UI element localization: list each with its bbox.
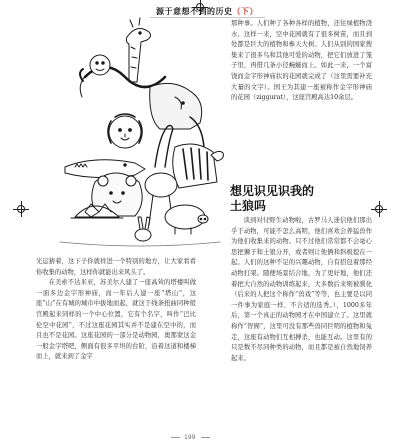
left-column-text: [36, 257, 196, 363]
page-number-rule-left: [171, 437, 180, 438]
paragraph: 光运猜着，这下子你就样进一个特别的地方，让大家看看你收集的动物，这样你就能出来风头了。: [36, 258, 196, 276]
zebra-figure: [173, 144, 224, 188]
page-number-rule-right: [201, 437, 210, 438]
paragraph: 那种事。人们种了各种各样的植物，还往绿植物浇水，这样一来，空中花园就有了很多树苗，而且到处都是巨大的植物和参天大树。人们从别的国家搜集来了很多鸟和其他可爱的动物，把它们放进了笼子里，再借几条小径蜿蜒而上。如此一来，一个富饶而金字形神庙状的花园就完成了（这里需要补充大量的文字）。国王为其建一座被称作金字形神庙的花园（ziggurat），这座宫殿高达10余层。: [231, 20, 372, 102]
registration-mark-right: [374, 204, 384, 214]
section-heading-line1: 想见识见识我的: [230, 184, 315, 198]
pig-figure: [165, 205, 208, 234]
page-number: 199: [184, 434, 196, 441]
paragraph: 谈到对付野生动物啦，古罗马人迷信他们那出乎于动物，可能不怎么高明，他们喜欢会养猛兽作为他们收集来的动物。只不过他们常常都不会毫心思把狮子和土狼分开，或者则让他俩和斜极提在一起。人们的这种不足的兴趣动物，自有招包着那经动物打架。随便场景结合地，为了更好地，他们还着把大自然的动物训练起来，大多数后来则被驯化（后来的人把这个称作“兽戏”等等，也主要是以同一件事为家庭一样、不合适的选秀。），1000多年后，第一个真正的动物园才在中国建立了。这里就称作“智囿”，这里可没有那些兽同巨明的植物和兔走，这座有动物们互相搏杀，也能互动。这里有的只是数不尽同种类的动物，而且都是被自然地饲养起来。: [231, 217, 372, 362]
giraffe-figure: [126, 18, 150, 82]
right-column-top-text: [231, 19, 372, 104]
right-column-bottom-text: [231, 216, 372, 364]
running-header-title: 源于意想不到的历史: [156, 7, 233, 16]
running-header-suffix: （下）: [232, 7, 258, 16]
animal-pile-illustration: [55, 17, 225, 252]
lion-figure: [108, 114, 142, 148]
paragraph: 在美索不达米亚，苏美尔人建了一座高耸的塔楼叫做一面多边金字形神庙，而一年后人建一座“塔山”，这座“山”在有城的城市中拔地而起，就这于线条扭曲同种般宫殿起来同样的一个中心位置，它有个名字，叫作“巴比伦空中花园”，不过这座花园其实并不是建在空中的，而且也不是花园。这座花园的一部分是动物园，奥那蒙这金一般金字塔吧，侧面有很多平坦的台阶，沿着这道和楼梯而上，就来到了金字: [36, 279, 196, 361]
registration-mark-left: [16, 204, 26, 214]
running-header: [156, 6, 258, 17]
elephant-figure: [150, 83, 205, 153]
section-heading-line2: 土狼吗: [230, 199, 267, 213]
section-heading: [230, 184, 370, 214]
rabbit-figure: [135, 217, 151, 241]
